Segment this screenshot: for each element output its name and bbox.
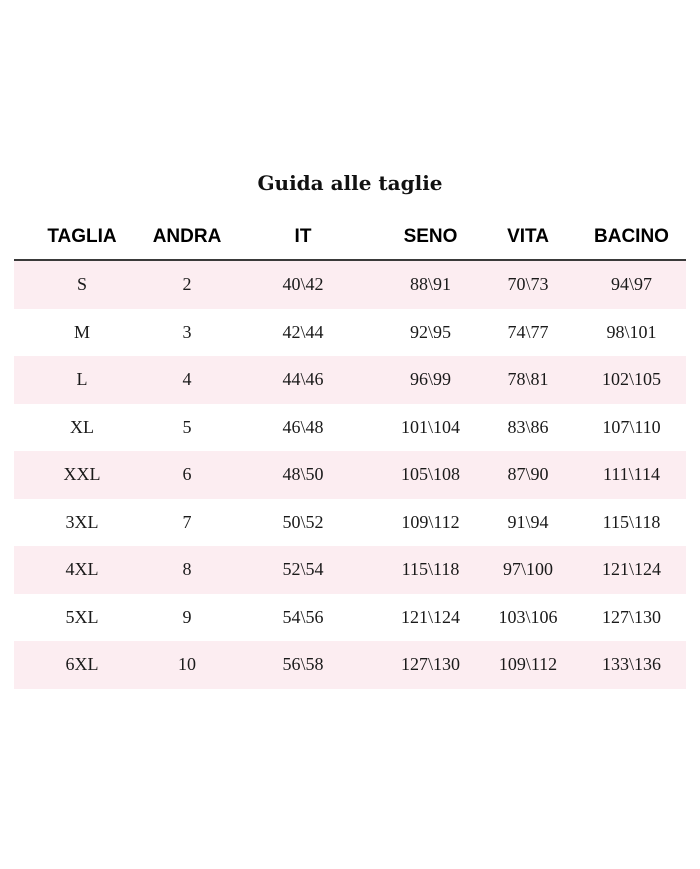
- cell-andra: 5: [150, 404, 224, 452]
- cell-taglia: 3XL: [14, 499, 150, 547]
- cell-vita: 87\90: [479, 451, 577, 499]
- cell-seno: 96\99: [382, 356, 479, 404]
- table-row: [14, 594, 686, 642]
- cell-bacino: 98\101: [577, 309, 686, 357]
- cell-bacino: 133\136: [577, 641, 686, 689]
- table-row: [14, 546, 686, 594]
- cell-seno: 101\104: [382, 404, 479, 452]
- cell-seno: 127\130: [382, 641, 479, 689]
- cell-seno: 92\95: [382, 309, 479, 357]
- cell-andra: 6: [150, 451, 224, 499]
- cell-seno: 115\118: [382, 546, 479, 594]
- cell-andra: 8: [150, 546, 224, 594]
- cell-vita: 74\77: [479, 309, 577, 357]
- cell-it: 40\42: [224, 260, 382, 309]
- cell-taglia: L: [14, 356, 150, 404]
- cell-bacino: 127\130: [577, 594, 686, 642]
- cell-bacino: 115\118: [577, 499, 686, 547]
- table-row: [14, 356, 686, 404]
- header-andra: ANDRA: [150, 215, 224, 260]
- cell-seno: 121\124: [382, 594, 479, 642]
- cell-taglia: M: [14, 309, 150, 357]
- cell-it: 48\50: [224, 451, 382, 499]
- cell-it: 50\52: [224, 499, 382, 547]
- page-title: Guida alle taglie: [257, 171, 443, 195]
- cell-bacino: 94\97: [577, 260, 686, 309]
- cell-andra: 10: [150, 641, 224, 689]
- cell-it: 56\58: [224, 641, 382, 689]
- table-row: [14, 641, 686, 689]
- table-body: [14, 260, 686, 689]
- cell-it: 54\56: [224, 594, 382, 642]
- cell-vita: 109\112: [479, 641, 577, 689]
- table-header-row: [14, 215, 686, 260]
- cell-vita: 103\106: [479, 594, 577, 642]
- cell-taglia: XXL: [14, 451, 150, 499]
- cell-taglia: XL: [14, 404, 150, 452]
- table-row: [14, 404, 686, 452]
- cell-it: 44\46: [224, 356, 382, 404]
- cell-seno: 88\91: [382, 260, 479, 309]
- table-row: [14, 499, 686, 547]
- size-chart-table: [14, 215, 686, 689]
- cell-andra: 2: [150, 260, 224, 309]
- cell-taglia: 6XL: [14, 641, 150, 689]
- cell-seno: 109\112: [382, 499, 479, 547]
- table-row: [14, 309, 686, 357]
- header-vita: VITA: [479, 215, 577, 260]
- cell-andra: 7: [150, 499, 224, 547]
- cell-it: 52\54: [224, 546, 382, 594]
- cell-vita: 97\100: [479, 546, 577, 594]
- cell-andra: 3: [150, 309, 224, 357]
- cell-andra: 9: [150, 594, 224, 642]
- table-row: [14, 451, 686, 499]
- cell-bacino: 121\124: [577, 546, 686, 594]
- cell-taglia: S: [14, 260, 150, 309]
- cell-vita: 78\81: [479, 356, 577, 404]
- cell-it: 46\48: [224, 404, 382, 452]
- cell-bacino: 107\110: [577, 404, 686, 452]
- table-row: [14, 260, 686, 309]
- cell-vita: 70\73: [479, 260, 577, 309]
- header-bacino: BACINO: [577, 215, 686, 260]
- cell-bacino: 111\114: [577, 451, 686, 499]
- cell-vita: 83\86: [479, 404, 577, 452]
- cell-andra: 4: [150, 356, 224, 404]
- header-it: IT: [224, 215, 382, 260]
- cell-seno: 105\108: [382, 451, 479, 499]
- header-seno: SENO: [382, 215, 479, 260]
- cell-taglia: 4XL: [14, 546, 150, 594]
- cell-taglia: 5XL: [14, 594, 150, 642]
- header-taglia: TAGLIA: [14, 215, 150, 260]
- cell-it: 42\44: [224, 309, 382, 357]
- cell-vita: 91\94: [479, 499, 577, 547]
- cell-bacino: 102\105: [577, 356, 686, 404]
